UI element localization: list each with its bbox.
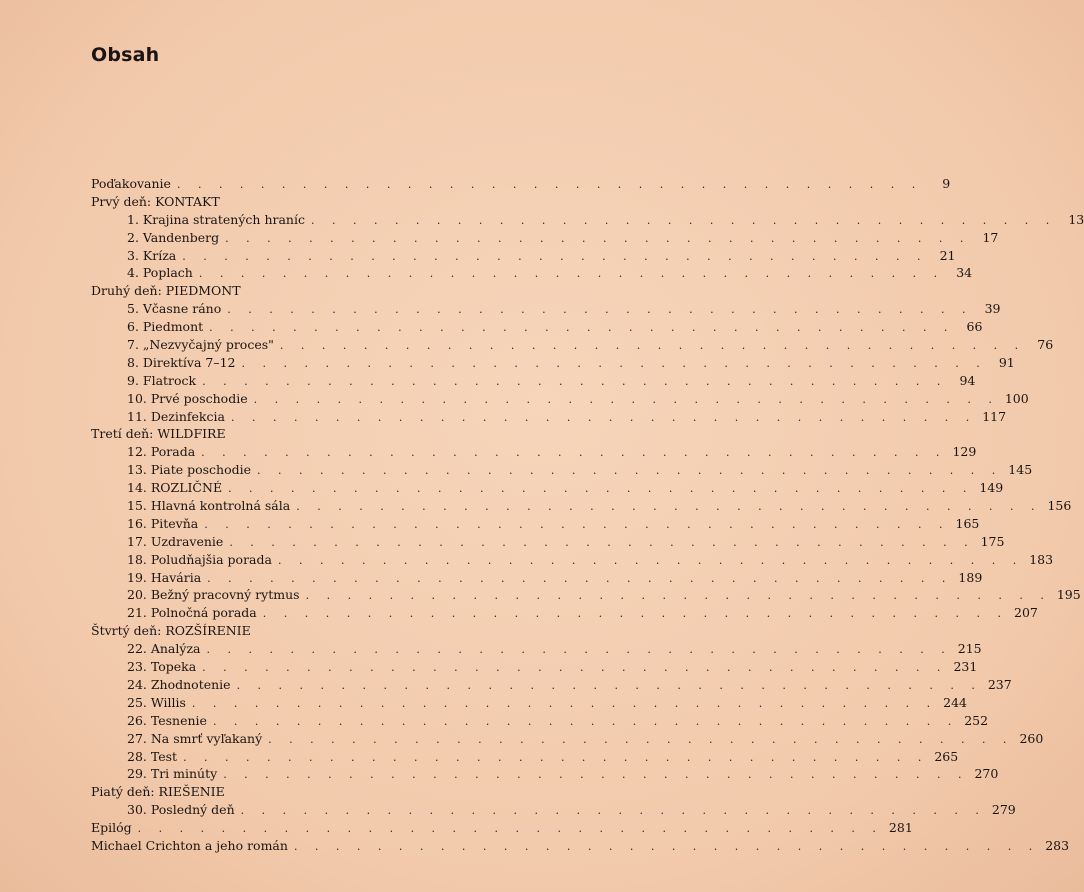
toc-page-number: 21 xyxy=(939,247,956,263)
toc-part-heading xyxy=(91,193,569,211)
toc-page-number: 207 xyxy=(1014,605,1038,621)
toc-entry-label: 12. Porada xyxy=(127,444,196,460)
toc-entry-label: 6. Piedmont xyxy=(127,319,204,335)
page-title: Obsah xyxy=(91,44,160,66)
toc-entry-label: 24. Zhodnotenie xyxy=(127,676,231,692)
toc-page-number: 244 xyxy=(943,694,968,710)
toc-page-number: 252 xyxy=(964,712,989,728)
toc-page-number: 94 xyxy=(959,372,976,388)
toc-entry xyxy=(91,408,1007,426)
toc-entry-label: 4. Poplach xyxy=(127,265,193,281)
toc-entry-label: 19. Havária xyxy=(127,569,202,585)
toc-entry xyxy=(91,730,1044,748)
toc-entry-label: 5. Včasne ráno xyxy=(127,301,222,317)
toc-page-number: 215 xyxy=(957,641,982,657)
toc-entry-label: Poďakovanie xyxy=(91,176,171,191)
toc-page-number: 34 xyxy=(956,265,973,281)
dot-leader: . . . . . . . . . . . . . . . . . . . . . . . . . . . . . . . . . . . . xyxy=(293,839,1040,853)
dot-leader: . . . . . . . . . . . . . . . . . . . . . . . . . . . . . . . . . . . . xyxy=(202,374,948,388)
toc-entry xyxy=(91,694,968,712)
dot-leader: . . . . . . . . . . . . . . . . . . . . . . . . . . . . . . . . . . . . xyxy=(207,571,953,585)
toc-entry xyxy=(91,336,1054,354)
toc-entry xyxy=(91,712,989,730)
toc-page-number: 145 xyxy=(1008,462,1033,478)
toc-entry xyxy=(91,175,951,193)
toc-page-number: 189 xyxy=(958,569,983,585)
toc-page-number: 260 xyxy=(1019,730,1044,746)
dot-leader: . . . . . . . . . . . . . . . . . . . . . . . . . . . . . . . . . . . . xyxy=(240,804,986,818)
toc-entry-label: 20. Bežný pracovný rytmus xyxy=(127,587,300,603)
toc-entry xyxy=(91,533,1005,551)
toc-page-number: 183 xyxy=(1029,551,1054,567)
toc-entry-label: Epilóg xyxy=(91,820,132,836)
toc-page-number: 279 xyxy=(991,802,1016,818)
toc-entry-label: 2. Vandenberg xyxy=(127,229,220,245)
dot-leader: . . . . . . . . . . . . . . . . . . . . . . . . . . . . . . . . . . . . xyxy=(223,768,969,782)
dot-leader: . . . . . . . . . . . . . . . . . . . . . . . . . . . . . . . . . . . . xyxy=(257,464,1003,478)
toc-entry xyxy=(91,318,983,336)
toc-entry-label: 8. Direktíva 7–12 xyxy=(127,354,236,370)
toc-entry-label: Tretí deň: WILDFIRE xyxy=(91,426,226,442)
toc-page-number: 17 xyxy=(982,229,999,245)
toc-page-number: 283 xyxy=(1045,837,1070,853)
dot-leader: . . . . . . . . . . . . . . . . . . . . . . . . . . . . . . . . . . . . xyxy=(305,589,1051,603)
dot-leader: . . . . . . . . . . . . . . . . . . . . . . . . . . . . . . . . . . . . xyxy=(201,446,947,460)
toc-entry xyxy=(91,748,959,766)
dot-leader: . . . . . . . . . . . . . . . . . . . . . . . . . . . . . . . . . . . . xyxy=(253,392,999,406)
dot-leader: . . . . . . . . . . . . . . . . . . . . . . . . . . . . . . . . . . . . xyxy=(236,678,982,692)
toc-entry xyxy=(91,390,1029,408)
toc-entry-label: 18. Poludňajšia porada xyxy=(127,551,272,567)
dot-leader: . . . . . . . . . . . . . . . . . . . . . . . . . . . . . . . . . . . . xyxy=(198,267,945,281)
dot-leader: . . . . . . . . . . . . . . . . . . . . . . . . . . . . . . . . . . . . xyxy=(209,321,955,335)
toc-entry-label: Prvý deň: KONTAKT xyxy=(91,193,220,209)
toc-page-number: 231 xyxy=(953,659,978,675)
toc-entry xyxy=(91,247,956,265)
toc-page-number: 149 xyxy=(979,480,1004,496)
toc-entry-label: 17. Uzdravenie xyxy=(127,533,224,549)
toc-entry-label: 28. Test xyxy=(127,748,178,764)
toc-entry xyxy=(91,801,1016,819)
dot-leader: . . . . . . . . . . . . . . . . . . . . . . . . . . . . . . . . . . . . xyxy=(225,231,971,245)
toc-entry-label: 11. Dezinfekcia xyxy=(127,408,225,424)
toc-entry-label: 26. Tesnenie xyxy=(127,712,207,728)
toc-entry xyxy=(91,461,1033,479)
toc-entry-label: 23. Topeka xyxy=(127,659,197,675)
toc-entry xyxy=(91,604,1038,622)
toc-entry xyxy=(91,479,1004,497)
toc-entry xyxy=(91,443,977,461)
toc-entry-label: 3. Kríza xyxy=(127,247,177,263)
dot-leader: . . . . . . . . . . . . . . . . . . . . . . . . . . . . . . . . . . . . xyxy=(262,607,1009,621)
dot-leader: . . . . . . . . . . . . . . . . . . . . . . . . . . . . . . . . . . . . xyxy=(176,178,923,191)
toc-part-heading xyxy=(91,783,569,801)
toc-part-heading xyxy=(91,425,569,443)
toc-page-number: 156 xyxy=(1047,498,1072,514)
dot-leader: . . . . . . . . . . . . . . . . . . . . . . . . . . . . . . . . . . . . xyxy=(310,213,1057,227)
toc-entry-label: 30. Posledný deň xyxy=(127,802,235,818)
table-of-contents xyxy=(91,175,1084,855)
toc-page-number: 175 xyxy=(980,533,1005,549)
toc-entry-label: 16. Pitevňa xyxy=(127,515,199,531)
dot-leader: . . . . . . . . . . . . . . . . . . . . . . . . . . . . . . . . . . . . xyxy=(204,517,950,531)
toc-entry-label: Druhý deň: PIEDMONT xyxy=(91,283,241,299)
toc-page-number: 129 xyxy=(952,444,977,460)
toc-entry-label: Michael Crichton a jeho román xyxy=(91,837,288,853)
toc-entry xyxy=(91,264,973,282)
dot-leader: . . . . . . . . . . . . . . . . . . . . . . . . . . . . . . . . . . . . xyxy=(241,356,987,370)
toc-entry xyxy=(91,569,983,587)
toc-entry-label: Piatý deň: RIEŠENIE xyxy=(91,784,225,800)
toc-page-number: 100 xyxy=(1004,390,1029,406)
toc-entry-label: 7. „Nezvyčajný proces" xyxy=(127,337,274,353)
toc-entry xyxy=(91,837,1070,855)
dot-leader: . . . . . . . . . . . . . . . . . . . . . . . . . . . . . . . . . . . . xyxy=(268,732,1014,746)
toc-entry xyxy=(91,765,999,783)
toc-entry-label: 13. Piate poschodie xyxy=(127,462,252,478)
toc-entry xyxy=(91,819,913,837)
dot-leader: . . . . . . . . . . . . . . . . . . . . . . . . . . . . . . . . . . . . xyxy=(191,696,938,710)
dot-leader: . . . . . . . . . . . . . . . . . . . . . . . . . . . . . . . . . . . . xyxy=(228,482,974,496)
toc-entry-label: 10. Prvé poschodie xyxy=(127,390,248,406)
toc-entry-label: 25. Willis xyxy=(127,694,186,710)
toc-part-heading xyxy=(91,622,569,640)
toc-entry xyxy=(91,551,1054,569)
toc-page-number: 13 xyxy=(1068,211,1084,227)
toc-page-number: 117 xyxy=(982,408,1007,424)
toc-entry-label: Štvrtý deň: ROZŠÍRENIE xyxy=(91,623,251,639)
toc-entry xyxy=(91,515,980,533)
dot-leader: . . . . . . . . . . . . . . . . . . . . . . . . . . . . . . . . . . . . xyxy=(230,410,977,424)
dot-leader: . . . . . . . . . . . . . . . . . . . . . . . . . . . . . . . . . . . . xyxy=(279,339,1026,353)
dot-leader: . . . . . . . . . . . . . . . . . . . . . . . . . . . . . . . . . . . . xyxy=(182,249,928,263)
dot-leader: . . . . . . . . . . . . . . . . . . . . . . . . . . . . . . . . . . . . xyxy=(229,535,975,549)
toc-entry xyxy=(91,354,1015,372)
toc-entry xyxy=(91,372,976,390)
toc-entry xyxy=(91,211,1084,229)
dot-leader: . . . . . . . . . . . . . . . . . . . . . . . . . . . . . . . . . . . . xyxy=(277,553,1024,567)
toc-page-number: 76 xyxy=(1037,337,1054,353)
toc-entry xyxy=(91,300,1001,318)
toc-page-number: 39 xyxy=(984,301,1001,317)
toc-entry xyxy=(91,676,1012,694)
toc-page-number: 195 xyxy=(1056,587,1081,603)
toc-entry-label: 14. ROZLIČNÉ xyxy=(127,480,223,496)
toc-page-number: 265 xyxy=(934,748,959,764)
dot-leader: . . . . . . . . . . . . . . . . . . . . . . . . . . . . . . . . . . . . xyxy=(206,643,952,657)
toc-entry xyxy=(91,640,982,658)
toc-page-number: 91 xyxy=(998,354,1015,370)
toc-page-number: 165 xyxy=(955,515,980,531)
dot-leader: . . . . . . . . . . . . . . . . . . . . . . . . . . . . . . . . . . . . xyxy=(183,750,929,764)
dot-leader: . . . . . . . . . . . . . . . . . . . . . . . . . . . . . . . . . . . . xyxy=(212,714,959,728)
dot-leader: . . . . . . . . . . . . . . . . . . . . . . . . . . . . . . . . . . . . xyxy=(227,303,973,317)
toc-entry-label: 22. Analýza xyxy=(127,641,201,657)
toc-entry xyxy=(91,229,999,247)
toc-entry-label: 27. Na smrť vyľakaný xyxy=(127,730,263,746)
toc-page-number: 281 xyxy=(888,820,913,836)
dot-leader: . . . . . . . . . . . . . . . . . . . . . . . . . . . . . . . . . . . . xyxy=(202,661,948,675)
toc-page-number: 237 xyxy=(987,676,1012,692)
toc-entry-label: 29. Tri minúty xyxy=(127,766,218,782)
toc-entry xyxy=(91,586,1081,604)
toc-entry xyxy=(91,658,978,676)
toc-entry-label: 1. Krajina stratených hraníc xyxy=(127,211,305,227)
toc-entry-label: 15. Hlavná kontrolná sála xyxy=(127,498,291,514)
dot-leader: . . . . . . . . . . . . . . . . . . . . . . . . . . . . . . . . . . . . xyxy=(137,822,883,836)
toc-page-number: 9 xyxy=(942,176,951,191)
toc-entry-label: 21. Polnočná porada xyxy=(127,605,257,621)
dot-leader: . . . . . . . . . . . . . . . . . . . . . . . . . . . . . . . . . . . . xyxy=(296,500,1042,514)
toc-page-number: 66 xyxy=(966,319,983,335)
toc-entry-label: 9. Flatrock xyxy=(127,372,197,388)
toc-entry xyxy=(91,497,1072,515)
toc-page-number: 270 xyxy=(974,766,999,782)
toc-part-heading xyxy=(91,282,569,300)
